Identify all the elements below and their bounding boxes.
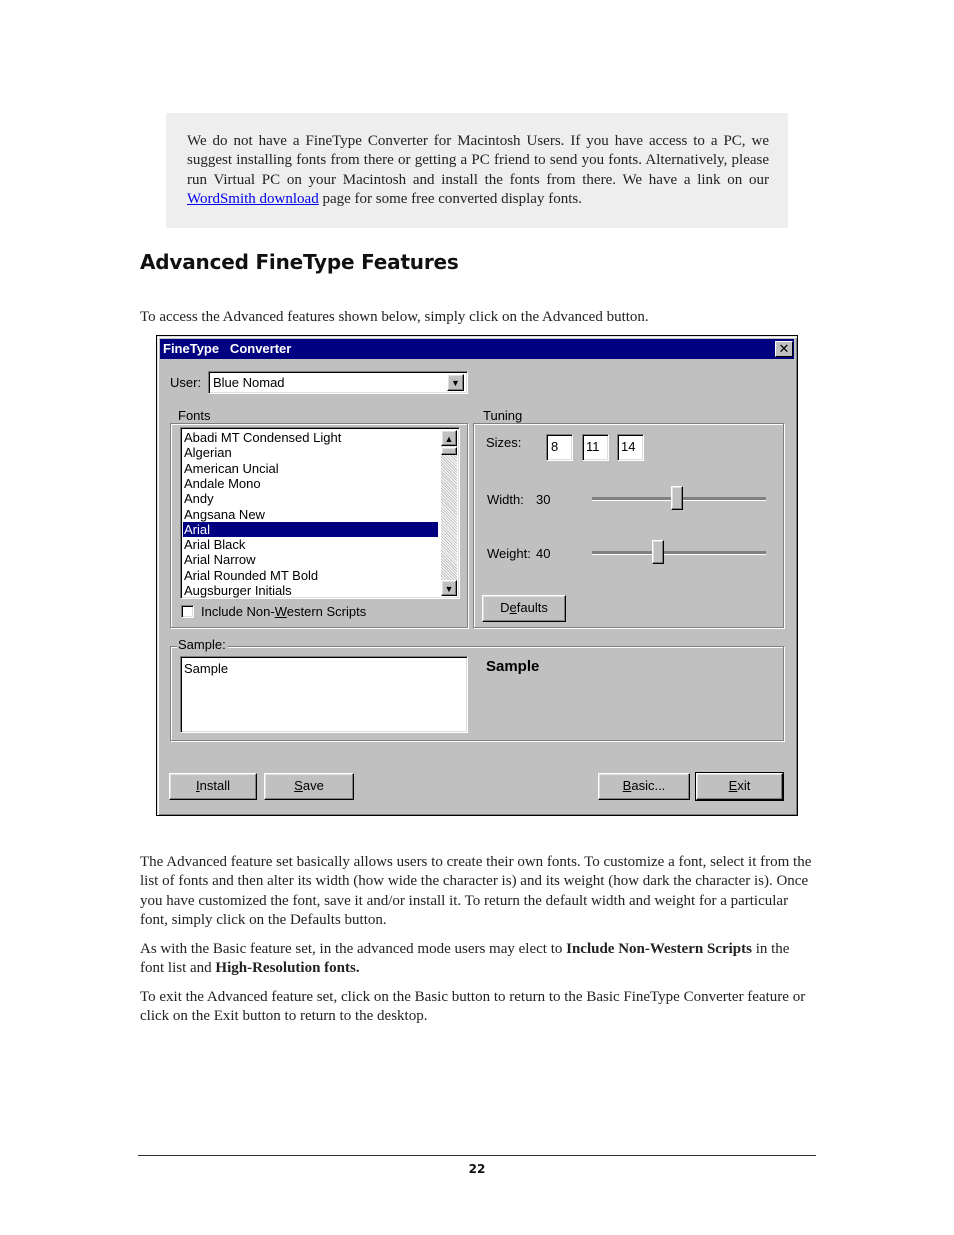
weight-slider[interactable]: [592, 540, 766, 566]
sample-legend: Sample:: [178, 637, 226, 652]
font-list-item[interactable]: Angsana New: [184, 506, 265, 522]
window-title: FineType Converter: [163, 341, 292, 356]
scroll-thumb[interactable]: [441, 447, 457, 455]
fonts-legend: Fonts: [178, 408, 211, 423]
font-list-item[interactable]: Andy: [184, 491, 214, 507]
font-list-item[interactable]: Arial Narrow: [184, 552, 256, 568]
page-number: 22: [468, 1162, 486, 1176]
weight-label: Weight:: [487, 546, 531, 561]
close-icon: ✕: [778, 341, 790, 356]
width-slider-thumb[interactable]: [671, 486, 683, 510]
defaults-button[interactable]: Defaults: [482, 595, 566, 622]
font-list-item[interactable]: Algerian: [184, 445, 232, 461]
intro-paragraph: To access the Advanced features shown below, simply click on the Advanced button.: [140, 309, 649, 325]
section-heading: Advanced FineType Features: [140, 250, 459, 274]
footer-rule: [138, 1155, 816, 1156]
weight-value: 40: [536, 546, 551, 561]
font-list-item[interactable]: Arial Black: [184, 537, 246, 553]
font-list-item[interactable]: American Uncial: [184, 460, 279, 476]
sizes-label: Sizes:: [486, 435, 522, 450]
font-list-item[interactable]: Arial: [183, 522, 438, 537]
width-slider[interactable]: [592, 486, 766, 512]
weight-slider-thumb[interactable]: [652, 540, 664, 564]
size-input-3[interactable]: 14: [617, 434, 644, 461]
scroll-up-icon[interactable]: ▲: [441, 430, 457, 446]
scripts-paragraph: As with the Basic feature set, in the advanced mode users may elect to Include Non-Western Scripts in the font list and High-Resolution fonts.: [140, 941, 790, 977]
mac-note: [187, 132, 769, 210]
sample-preview: Sample: [486, 658, 540, 675]
size-input-2[interactable]: 11: [582, 434, 609, 461]
tuning-legend: Tuning: [483, 408, 523, 423]
close-button[interactable]: [775, 341, 793, 357]
note-text-2: page for some free converted display fonts.: [318, 191, 582, 208]
font-list-item[interactable]: Arial Rounded MT Bold: [184, 567, 319, 583]
exit-paragraph: To exit the Advanced feature set, click on the Basic button to return to the Basic FineType Converter feature or click on the Exit button to return to the desktop.: [140, 989, 806, 1025]
font-list-item[interactable]: Augsburger Initials: [184, 583, 292, 598]
font-list[interactable]: [180, 427, 460, 599]
save-button[interactable]: Save: [264, 773, 354, 800]
width-value: 30: [536, 492, 551, 507]
font-list-item[interactable]: Andale Mono: [184, 475, 261, 491]
user-select[interactable]: [208, 371, 468, 394]
wordsmith-download-link[interactable]: WordSmith download: [187, 191, 319, 208]
include-non-western-checkbox[interactable]: [181, 605, 194, 618]
user-value: Blue Nomad: [213, 375, 285, 390]
finetype-converter-window: [156, 335, 798, 816]
width-label: Width:: [487, 492, 524, 507]
include-non-western-label: Include Non-Western Scripts: [201, 604, 367, 619]
weight-slider-track: [592, 551, 766, 555]
title-bar: [160, 339, 794, 359]
font-list-item[interactable]: Abadi MT Condensed Light: [184, 430, 342, 445]
exit-button[interactable]: Exit: [696, 773, 783, 800]
scroll-down-icon[interactable]: ▼: [441, 580, 457, 596]
install-button[interactable]: Install: [169, 773, 257, 800]
note-text-1: We do not have a FineType Converter for Macintosh Users. If you have access to a PC, we suggest installing fonts from there or getting a PC friend to send you fonts. Alternatively, please run Virtual PC on your Macintosh and install the fonts from there. We have a link on our: [187, 133, 769, 188]
sample-text-input[interactable]: Sample: [180, 656, 468, 733]
size-input-1[interactable]: 8: [546, 434, 573, 461]
list-scrollbar[interactable]: [441, 430, 457, 596]
chevron-down-icon[interactable]: ▼: [447, 374, 464, 391]
advanced-paragraph: The Advanced feature set basically allows users to create their own fonts. To customize a font, select it from the list of fonts and then alter its width (how wide the character is) and its weight (how dark the character is). Once you have customized the font, save it and/or install it. To return the default width and weight for a particular font, simply click on the Defaults button.: [140, 854, 812, 929]
basic-button[interactable]: Basic...: [598, 773, 690, 800]
user-label: User:: [170, 375, 202, 390]
